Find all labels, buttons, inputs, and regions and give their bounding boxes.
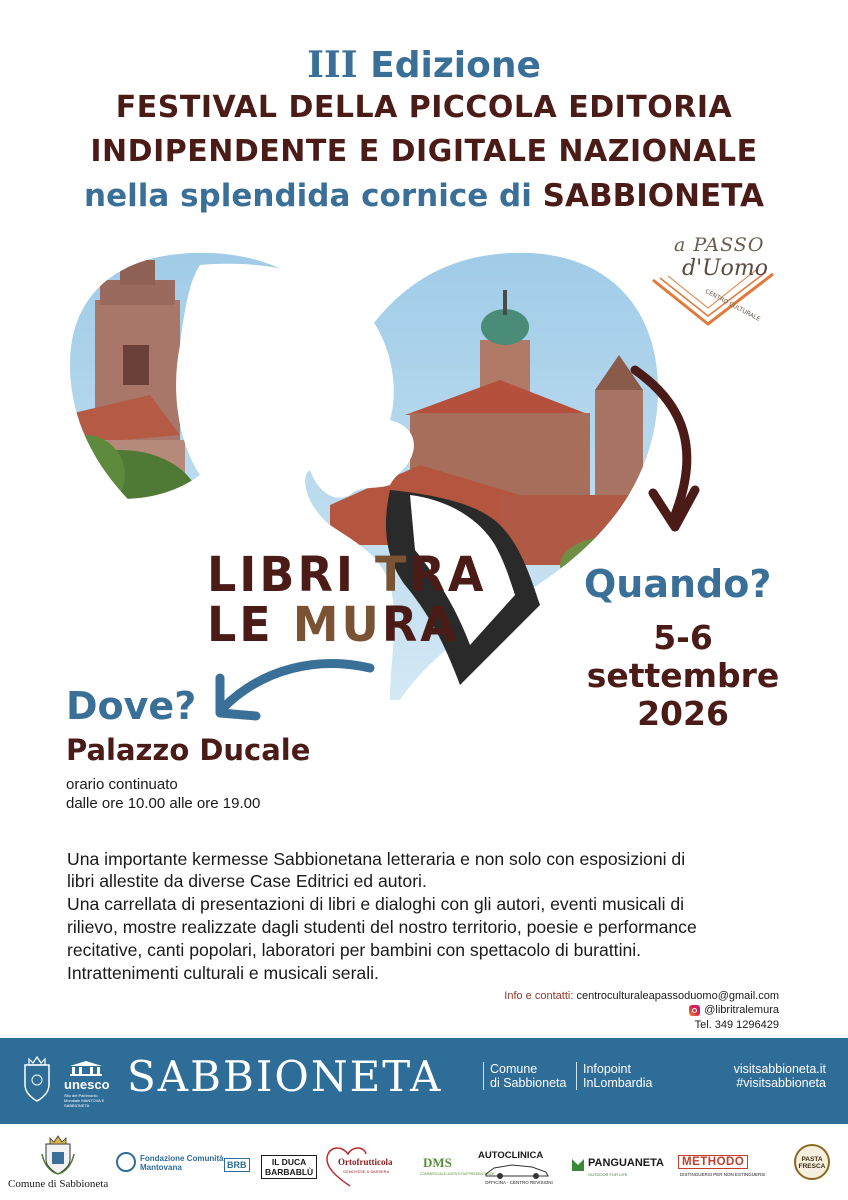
edition-roman: III (307, 44, 358, 86)
band-visit-hashtag: #visitsabbioneta (736, 1076, 826, 1090)
fondazione-line1: Fondazione Comunità (140, 1154, 224, 1163)
fondazione-icon (116, 1152, 136, 1172)
band-comune-line2: di Sabbioneta (490, 1076, 567, 1090)
band-infopoint (583, 1062, 653, 1090)
band-comune-line1: Comune (490, 1062, 538, 1076)
autoclinica-subtitle: OFFICINA - CENTRO REVISIONI (485, 1180, 553, 1185)
comune-crest-icon (40, 1134, 76, 1176)
sponsor-ortofrutticola: Ortofrutticola (338, 1157, 393, 1167)
ortofrutticola-subtitle: GENOVESE & SASSERA (343, 1169, 390, 1174)
description-line: recitative, canti popolari, laboratori per bambini con spettacolo di burattini. (67, 940, 642, 960)
title-word-le: LE (207, 595, 293, 653)
a-passo-duomo-logo (648, 232, 778, 327)
title-word-libri: LIBRI (207, 545, 376, 603)
description-line: Intrattenimenti culturali e musicali serali. (67, 963, 379, 983)
band-info-line1: Infopoint (583, 1062, 631, 1076)
logo-line2: d'Uomo (682, 256, 769, 281)
band-divider (483, 1062, 484, 1090)
title-line1 (207, 546, 486, 603)
pasta-line1: PASTA (801, 1156, 823, 1163)
band-title: SABBIONETA (127, 1052, 443, 1101)
where-hours-line1: orario continuato (66, 776, 178, 793)
logo-line1: a PASSO (674, 234, 765, 256)
description-line: libri allestite da diverse Case Editrici ed autori. (67, 871, 427, 891)
contact-email-line (504, 990, 779, 1002)
where-hours-line2: dalle ore 10.00 alle ore 19.00 (66, 795, 261, 812)
contact-email[interactable]: centroculturaleapassoduomo@gmail.com (576, 990, 779, 1002)
festival-location-line (0, 178, 848, 214)
logo-line3: CENTRO CULTURALE (703, 288, 762, 323)
panguaneta-leaf-icon (570, 1157, 586, 1173)
where-place: Palazzo Ducale (66, 733, 311, 767)
sponsor-brb: BRB (224, 1158, 250, 1172)
when-label: Quando? (584, 562, 772, 606)
contact-phone: Tel. 349 1296429 (694, 1019, 779, 1031)
location-prefix: nella splendida cornice di (84, 178, 532, 214)
duca-line1: IL DUCA (271, 1157, 307, 1167)
sponsor-comune-label: Comune di Sabbioneta (8, 1178, 109, 1190)
band-visit-site[interactable]: visitsabbioneta.it (733, 1062, 826, 1076)
when-year: 2026 (637, 694, 729, 733)
band-divider (576, 1062, 577, 1090)
where-label: Dove? (66, 684, 197, 728)
festival-title-line2: INDIPENDENTE E DIGITALE NAZIONALE (90, 134, 758, 169)
description-line: Una carrellata di presentazioni di libri e dialoghi con gli autori, eventi musicali di (67, 894, 685, 914)
arrow-to-where (208, 648, 378, 730)
contact-label: Info e contatti: (504, 990, 574, 1002)
festival-title-line1: FESTIVAL DELLA PICCOLA EDITORIA (115, 90, 733, 125)
sponsor-dms: DMS (423, 1155, 452, 1170)
methodo-subtitle: DISTINGUERSI PER NON ESTINGUERSI (680, 1172, 766, 1177)
band-info-line2: InLombardia (583, 1076, 653, 1090)
unesco-logo (64, 1060, 112, 1108)
when-days: 5-6 (653, 618, 713, 657)
band-visit (734, 1062, 826, 1090)
description-line: Una importante kermesse Sabbionetana letteraria e non solo con esposizioni di (67, 849, 686, 869)
unesco-text: unesco (64, 1077, 110, 1092)
title-letters-ra: RA (409, 545, 487, 603)
sponsor-fondazione (140, 1154, 224, 1172)
location-city: SABBIONETA (542, 178, 764, 214)
unesco-temple-icon (68, 1060, 104, 1076)
dms-subtitle: COMMERCIALE-AGENTI-RAPPRESENTANZE (420, 1172, 495, 1176)
title-line2 (207, 596, 459, 653)
car-icon (482, 1162, 552, 1180)
edition-word: Edizione (370, 45, 541, 86)
title-letter-t: T (375, 545, 410, 603)
pasta-line2: FRESCA (798, 1163, 826, 1170)
title-letters-ra2: RA (381, 595, 459, 653)
fondazione-line2: Mantovana (140, 1163, 182, 1172)
sponsor-autoclinica: AUTOCLINICA (478, 1150, 544, 1161)
sponsor-il-duca (261, 1155, 317, 1179)
contact-instagram[interactable]: @libritralemura (704, 1004, 779, 1016)
title-letters-mu: MU (292, 595, 382, 653)
edition-heading (0, 44, 848, 86)
contact-instagram-line (689, 1004, 779, 1016)
panguaneta-subtitle: OUTDOOR FOR LIFE (588, 1172, 628, 1177)
sabbioneta-crest-icon (20, 1055, 54, 1105)
duca-line2: BARBABLÙ (265, 1167, 314, 1177)
sponsor-methodo: METHODO (678, 1155, 748, 1169)
band-comune (490, 1062, 566, 1090)
sponsor-panguaneta: PANGUANETA (588, 1157, 664, 1169)
unesco-subtext: Sito del Patrimonio Mondiale MANTOVA E SABBIONETA (64, 1093, 105, 1108)
arrow-to-when (615, 365, 705, 540)
description-line: rilievo, mostre realizzate dagli studenti del nostro territorio, poesie e performance (67, 917, 697, 937)
sponsor-pasta-fresca (794, 1156, 830, 1170)
instagram-icon (689, 1005, 700, 1016)
when-month: settembre (586, 656, 780, 695)
